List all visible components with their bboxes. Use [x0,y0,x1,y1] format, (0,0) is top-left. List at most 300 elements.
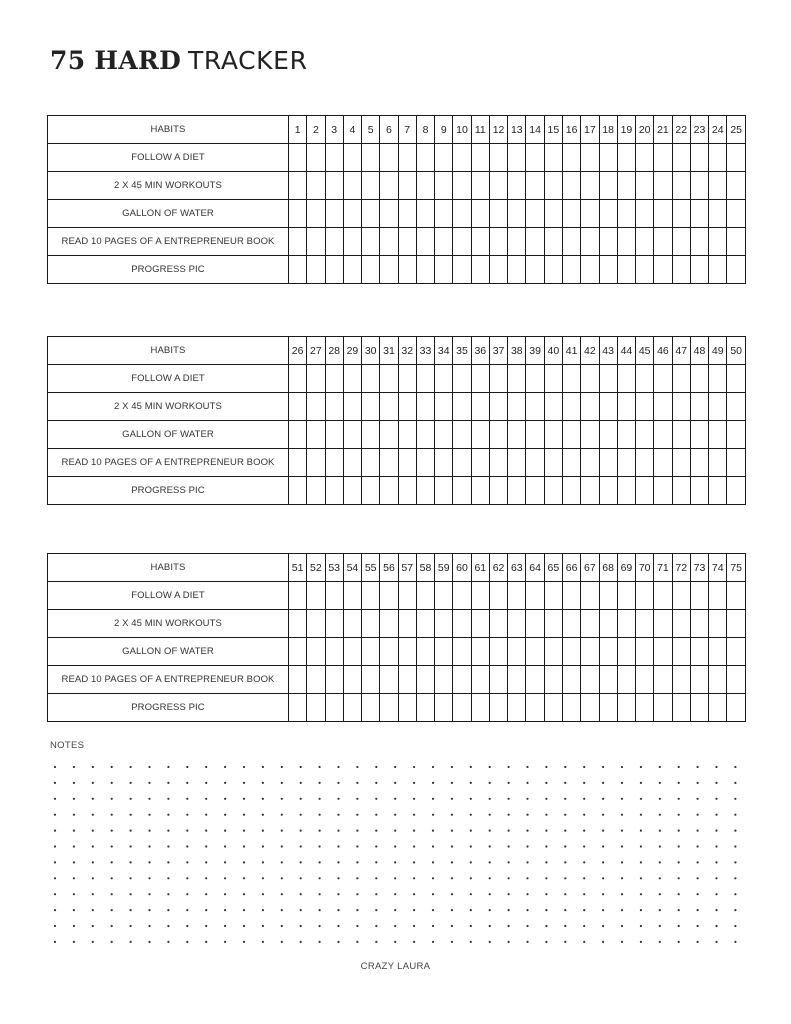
check-cell[interactable] [362,393,380,421]
check-cell[interactable] [581,393,599,421]
check-cell[interactable] [617,365,635,393]
check-cell[interactable] [562,200,580,228]
check-cell[interactable] [636,256,654,284]
check-cell[interactable] [307,228,325,256]
check-cell[interactable] [562,610,580,638]
check-cell[interactable] [636,449,654,477]
check-cell[interactable] [307,610,325,638]
check-cell[interactable] [599,228,617,256]
check-cell[interactable] [489,638,507,666]
check-cell[interactable] [690,393,708,421]
check-cell[interactable] [416,421,434,449]
check-cell[interactable] [471,582,489,610]
check-cell[interactable] [289,477,307,505]
check-cell[interactable] [599,256,617,284]
check-cell[interactable] [562,449,580,477]
check-cell[interactable] [526,256,544,284]
check-cell[interactable] [690,172,708,200]
check-cell[interactable] [508,638,526,666]
check-cell[interactable] [380,610,398,638]
check-cell[interactable] [562,393,580,421]
check-cell[interactable] [435,477,453,505]
check-cell[interactable] [709,200,727,228]
check-cell[interactable] [416,638,434,666]
check-cell[interactable] [416,449,434,477]
check-cell[interactable] [526,172,544,200]
check-cell[interactable] [690,582,708,610]
check-cell[interactable] [581,228,599,256]
check-cell[interactable] [544,365,562,393]
check-cell[interactable] [362,582,380,610]
check-cell[interactable] [654,256,672,284]
check-cell[interactable] [325,200,343,228]
check-cell[interactable] [380,582,398,610]
check-cell[interactable] [562,582,580,610]
check-cell[interactable] [362,172,380,200]
check-cell[interactable] [581,694,599,722]
check-cell[interactable] [471,228,489,256]
check-cell[interactable] [307,694,325,722]
check-cell[interactable] [508,421,526,449]
check-cell[interactable] [343,200,361,228]
check-cell[interactable] [672,228,690,256]
check-cell[interactable] [709,421,727,449]
check-cell[interactable] [325,393,343,421]
check-cell[interactable] [307,200,325,228]
check-cell[interactable] [690,477,708,505]
check-cell[interactable] [380,393,398,421]
check-cell[interactable] [362,610,380,638]
check-cell[interactable] [416,610,434,638]
check-cell[interactable] [380,477,398,505]
check-cell[interactable] [672,694,690,722]
check-cell[interactable] [398,666,416,694]
check-cell[interactable] [526,393,544,421]
check-cell[interactable] [544,610,562,638]
check-cell[interactable] [325,144,343,172]
check-cell[interactable] [307,666,325,694]
check-cell[interactable] [599,666,617,694]
check-cell[interactable] [581,144,599,172]
check-cell[interactable] [654,449,672,477]
check-cell[interactable] [709,610,727,638]
check-cell[interactable] [380,449,398,477]
check-cell[interactable] [727,610,746,638]
check-cell[interactable] [362,144,380,172]
check-cell[interactable] [636,610,654,638]
check-cell[interactable] [398,694,416,722]
check-cell[interactable] [617,666,635,694]
check-cell[interactable] [727,694,746,722]
check-cell[interactable] [471,256,489,284]
check-cell[interactable] [544,477,562,505]
check-cell[interactable] [599,393,617,421]
check-cell[interactable] [654,393,672,421]
check-cell[interactable] [453,638,471,666]
check-cell[interactable] [289,172,307,200]
check-cell[interactable] [489,172,507,200]
check-cell[interactable] [690,256,708,284]
check-cell[interactable] [654,694,672,722]
check-cell[interactable] [435,144,453,172]
check-cell[interactable] [508,256,526,284]
check-cell[interactable] [489,610,507,638]
check-cell[interactable] [380,638,398,666]
check-cell[interactable] [489,421,507,449]
check-cell[interactable] [343,144,361,172]
check-cell[interactable] [489,694,507,722]
check-cell[interactable] [489,228,507,256]
check-cell[interactable] [599,144,617,172]
check-cell[interactable] [562,638,580,666]
check-cell[interactable] [709,256,727,284]
check-cell[interactable] [325,477,343,505]
check-cell[interactable] [727,200,746,228]
check-cell[interactable] [325,694,343,722]
check-cell[interactable] [709,172,727,200]
check-cell[interactable] [453,694,471,722]
check-cell[interactable] [562,666,580,694]
check-cell[interactable] [562,421,580,449]
check-cell[interactable] [416,256,434,284]
check-cell[interactable] [398,638,416,666]
check-cell[interactable] [343,256,361,284]
check-cell[interactable] [362,228,380,256]
check-cell[interactable] [709,582,727,610]
check-cell[interactable] [471,172,489,200]
check-cell[interactable] [672,449,690,477]
check-cell[interactable] [416,694,434,722]
check-cell[interactable] [562,477,580,505]
check-cell[interactable] [435,582,453,610]
check-cell[interactable] [325,449,343,477]
check-cell[interactable] [471,610,489,638]
check-cell[interactable] [362,449,380,477]
check-cell[interactable] [398,449,416,477]
check-cell[interactable] [727,172,746,200]
check-cell[interactable] [289,666,307,694]
check-cell[interactable] [325,256,343,284]
check-cell[interactable] [343,449,361,477]
check-cell[interactable] [581,421,599,449]
check-cell[interactable] [380,421,398,449]
check-cell[interactable] [544,582,562,610]
check-cell[interactable] [599,172,617,200]
check-cell[interactable] [435,666,453,694]
check-cell[interactable] [435,228,453,256]
check-cell[interactable] [325,421,343,449]
check-cell[interactable] [709,144,727,172]
check-cell[interactable] [435,449,453,477]
check-cell[interactable] [416,393,434,421]
check-cell[interactable] [362,200,380,228]
check-cell[interactable] [562,172,580,200]
check-cell[interactable] [453,228,471,256]
check-cell[interactable] [617,228,635,256]
check-cell[interactable] [672,144,690,172]
check-cell[interactable] [307,421,325,449]
check-cell[interactable] [690,200,708,228]
check-cell[interactable] [380,666,398,694]
check-cell[interactable] [599,421,617,449]
check-cell[interactable] [727,421,746,449]
check-cell[interactable] [398,582,416,610]
check-cell[interactable] [636,172,654,200]
check-cell[interactable] [343,365,361,393]
check-cell[interactable] [416,477,434,505]
check-cell[interactable] [471,365,489,393]
check-cell[interactable] [544,421,562,449]
check-cell[interactable] [362,421,380,449]
check-cell[interactable] [343,638,361,666]
check-cell[interactable] [471,477,489,505]
check-cell[interactable] [508,365,526,393]
check-cell[interactable] [544,256,562,284]
check-cell[interactable] [435,200,453,228]
check-cell[interactable] [672,477,690,505]
check-cell[interactable] [362,638,380,666]
check-cell[interactable] [289,256,307,284]
check-cell[interactable] [398,256,416,284]
check-cell[interactable] [709,365,727,393]
check-cell[interactable] [672,610,690,638]
check-cell[interactable] [690,449,708,477]
check-cell[interactable] [343,393,361,421]
check-cell[interactable] [526,666,544,694]
check-cell[interactable] [544,393,562,421]
check-cell[interactable] [727,228,746,256]
check-cell[interactable] [453,582,471,610]
check-cell[interactable] [508,172,526,200]
check-cell[interactable] [599,200,617,228]
check-cell[interactable] [343,610,361,638]
check-cell[interactable] [526,477,544,505]
check-cell[interactable] [654,477,672,505]
check-cell[interactable] [617,477,635,505]
check-cell[interactable] [362,256,380,284]
check-cell[interactable] [325,172,343,200]
check-cell[interactable] [508,228,526,256]
check-cell[interactable] [654,421,672,449]
check-cell[interactable] [289,365,307,393]
check-cell[interactable] [654,172,672,200]
check-cell[interactable] [453,610,471,638]
check-cell[interactable] [453,365,471,393]
check-cell[interactable] [581,638,599,666]
check-cell[interactable] [709,666,727,694]
check-cell[interactable] [562,694,580,722]
check-cell[interactable] [544,638,562,666]
check-cell[interactable] [526,421,544,449]
check-cell[interactable] [636,582,654,610]
check-cell[interactable] [307,477,325,505]
check-cell[interactable] [617,393,635,421]
check-cell[interactable] [343,666,361,694]
check-cell[interactable] [416,365,434,393]
check-cell[interactable] [526,144,544,172]
check-cell[interactable] [343,582,361,610]
check-cell[interactable] [307,393,325,421]
check-cell[interactable] [489,256,507,284]
check-cell[interactable] [471,144,489,172]
check-cell[interactable] [380,172,398,200]
check-cell[interactable] [289,638,307,666]
check-cell[interactable] [654,638,672,666]
check-cell[interactable] [508,144,526,172]
check-cell[interactable] [727,449,746,477]
check-cell[interactable] [307,256,325,284]
check-cell[interactable] [398,172,416,200]
check-cell[interactable] [636,365,654,393]
check-cell[interactable] [362,477,380,505]
check-cell[interactable] [599,582,617,610]
check-cell[interactable] [508,694,526,722]
check-cell[interactable] [654,200,672,228]
check-cell[interactable] [508,666,526,694]
check-cell[interactable] [380,365,398,393]
check-cell[interactable] [489,365,507,393]
check-cell[interactable] [380,200,398,228]
check-cell[interactable] [435,393,453,421]
check-cell[interactable] [289,421,307,449]
check-cell[interactable] [617,610,635,638]
check-cell[interactable] [489,200,507,228]
check-cell[interactable] [416,172,434,200]
check-cell[interactable] [508,449,526,477]
check-cell[interactable] [289,144,307,172]
check-cell[interactable] [690,666,708,694]
check-cell[interactable] [636,200,654,228]
check-cell[interactable] [690,421,708,449]
check-cell[interactable] [453,477,471,505]
check-cell[interactable] [307,582,325,610]
check-cell[interactable] [544,172,562,200]
check-cell[interactable] [562,365,580,393]
check-cell[interactable] [672,582,690,610]
check-cell[interactable] [435,610,453,638]
check-cell[interactable] [562,228,580,256]
check-cell[interactable] [727,144,746,172]
check-cell[interactable] [453,172,471,200]
check-cell[interactable] [526,449,544,477]
check-cell[interactable] [636,477,654,505]
check-cell[interactable] [508,610,526,638]
check-cell[interactable] [526,365,544,393]
check-cell[interactable] [435,421,453,449]
check-cell[interactable] [471,638,489,666]
check-cell[interactable] [489,666,507,694]
check-cell[interactable] [343,694,361,722]
check-cell[interactable] [727,477,746,505]
check-cell[interactable] [581,666,599,694]
check-cell[interactable] [307,638,325,666]
check-cell[interactable] [416,666,434,694]
check-cell[interactable] [435,694,453,722]
check-cell[interactable] [489,449,507,477]
check-cell[interactable] [471,694,489,722]
notes-dot-grid[interactable] [52,764,744,944]
check-cell[interactable] [654,365,672,393]
check-cell[interactable] [307,172,325,200]
check-cell[interactable] [690,694,708,722]
check-cell[interactable] [544,666,562,694]
check-cell[interactable] [636,228,654,256]
check-cell[interactable] [617,449,635,477]
check-cell[interactable] [727,582,746,610]
check-cell[interactable] [727,638,746,666]
check-cell[interactable] [325,365,343,393]
check-cell[interactable] [562,144,580,172]
check-cell[interactable] [581,365,599,393]
check-cell[interactable] [398,421,416,449]
check-cell[interactable] [380,694,398,722]
check-cell[interactable] [690,228,708,256]
check-cell[interactable] [362,666,380,694]
check-cell[interactable] [727,256,746,284]
check-cell[interactable] [343,477,361,505]
check-cell[interactable] [617,200,635,228]
check-cell[interactable] [489,582,507,610]
check-cell[interactable] [636,144,654,172]
check-cell[interactable] [544,144,562,172]
check-cell[interactable] [690,638,708,666]
check-cell[interactable] [599,477,617,505]
check-cell[interactable] [343,228,361,256]
check-cell[interactable] [343,421,361,449]
check-cell[interactable] [289,582,307,610]
check-cell[interactable] [617,421,635,449]
check-cell[interactable] [599,610,617,638]
check-cell[interactable] [471,666,489,694]
check-cell[interactable] [617,694,635,722]
check-cell[interactable] [325,582,343,610]
check-cell[interactable] [544,449,562,477]
check-cell[interactable] [617,582,635,610]
check-cell[interactable] [581,582,599,610]
check-cell[interactable] [416,582,434,610]
check-cell[interactable] [581,477,599,505]
check-cell[interactable] [398,200,416,228]
check-cell[interactable] [672,421,690,449]
check-cell[interactable] [672,666,690,694]
check-cell[interactable] [453,666,471,694]
check-cell[interactable] [398,393,416,421]
check-cell[interactable] [325,610,343,638]
check-cell[interactable] [508,200,526,228]
check-cell[interactable] [690,365,708,393]
check-cell[interactable] [727,365,746,393]
check-cell[interactable] [325,638,343,666]
check-cell[interactable] [489,144,507,172]
check-cell[interactable] [526,228,544,256]
check-cell[interactable] [453,421,471,449]
check-cell[interactable] [489,477,507,505]
check-cell[interactable] [636,421,654,449]
check-cell[interactable] [398,365,416,393]
check-cell[interactable] [453,256,471,284]
check-cell[interactable] [581,449,599,477]
check-cell[interactable] [453,200,471,228]
check-cell[interactable] [636,638,654,666]
check-cell[interactable] [380,144,398,172]
check-cell[interactable] [526,610,544,638]
check-cell[interactable] [709,449,727,477]
check-cell[interactable] [416,200,434,228]
check-cell[interactable] [654,610,672,638]
check-cell[interactable] [617,144,635,172]
check-cell[interactable] [380,228,398,256]
check-cell[interactable] [727,393,746,421]
